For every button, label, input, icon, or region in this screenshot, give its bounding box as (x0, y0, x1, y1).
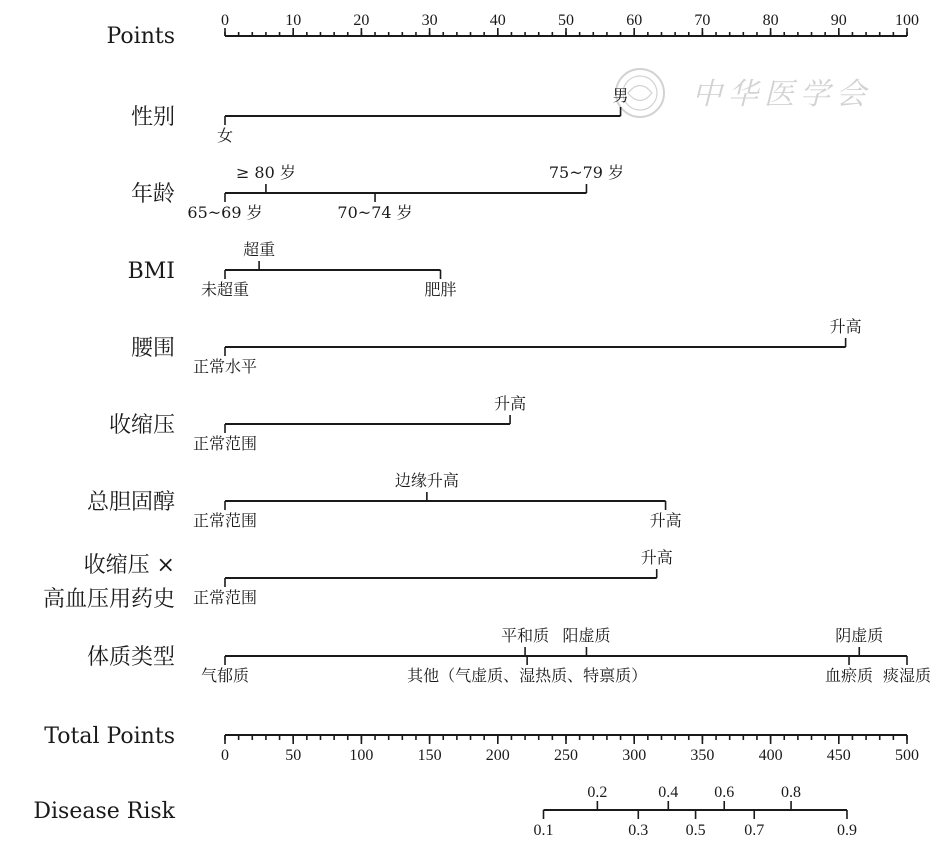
level-label: 痰湿质 (882, 666, 932, 685)
level-label: 平和质 (501, 626, 550, 645)
level-label: 升高 (640, 548, 673, 567)
points-tick-label: 10 (285, 12, 302, 29)
level-label: 正常范围 (192, 434, 258, 453)
level-label: 升高 (829, 317, 862, 336)
variable-label: 腰围 (130, 336, 175, 361)
level-label: 阳虚质 (562, 626, 611, 645)
total-tick-label: 50 (285, 747, 302, 764)
variable-row (43, 548, 673, 612)
risk-tick-label: 0.9 (836, 822, 857, 839)
variable-label: 年龄 (130, 182, 175, 207)
level-label: 气郁质 (200, 666, 250, 685)
total-tick-label: 300 (622, 747, 647, 764)
points-tick-label: 80 (762, 12, 779, 29)
total-tick-label: 100 (349, 747, 374, 764)
level-label: 升高 (649, 511, 682, 530)
level-label: 升高 (494, 394, 527, 413)
total-tick-label: 200 (485, 747, 510, 764)
points-tick-label: 100 (895, 12, 919, 29)
risk-tick-label: 0.5 (685, 822, 706, 839)
risk-tick-label: 0.4 (658, 784, 679, 801)
variable-label: 总胆固醇 (86, 490, 175, 515)
risk-tick-label: 0.2 (587, 784, 608, 801)
total-tick-label: 350 (690, 747, 715, 764)
total-points-label: Total Points (44, 724, 175, 749)
variable-label: BMI (127, 259, 175, 284)
total-tick-label: 250 (554, 747, 578, 764)
risk-tick-label: 0.6 (714, 784, 735, 801)
disease-risk-label: Disease Risk (33, 799, 175, 824)
level-label: 男 (612, 86, 629, 105)
variable-row (131, 86, 629, 145)
variable-row (87, 471, 682, 530)
points-tick-label: 50 (558, 12, 574, 29)
points-tick-label: 40 (489, 12, 506, 29)
level-label: 75~79 岁 (548, 163, 625, 182)
variable-label: 性别 (130, 105, 175, 130)
variable-label: 体质类型 (86, 645, 175, 670)
level-label: 阴虚质 (835, 626, 884, 645)
points-axis-label: Points (106, 24, 175, 49)
risk-tick-label: 0.3 (628, 822, 649, 839)
points-tick-label: 0 (221, 12, 229, 29)
variable-row (87, 626, 931, 685)
variable-label: 高血压用药史 (42, 587, 175, 612)
watermark (616, 69, 872, 117)
variable-label: 收缩压 (108, 413, 175, 438)
total-tick-label: 400 (758, 747, 783, 764)
level-label: 正常范围 (192, 588, 258, 607)
level-label: 肥胖 (424, 280, 457, 299)
level-label: 女 (216, 126, 234, 145)
points-tick-label: 20 (353, 12, 370, 29)
level-label: 血瘀质 (825, 666, 874, 685)
level-label: 边缘升高 (394, 471, 459, 490)
points-tick-label: 60 (626, 12, 643, 29)
risk-tick-label: 0.8 (781, 784, 802, 801)
variable-row (131, 163, 624, 222)
level-label: 其他（气虚质、湿热质、特禀质） (407, 666, 648, 685)
variable-row (128, 240, 457, 299)
risk-tick-label: 0.7 (744, 822, 765, 839)
points-tick-label: 90 (830, 12, 847, 29)
risk-tick-label: 0.1 (533, 822, 554, 839)
watermark-text: 中华医学会 (692, 77, 872, 112)
variable-label: 收缩压 × (83, 553, 175, 578)
level-label: 正常水平 (192, 357, 258, 376)
variable-row (109, 394, 526, 453)
total-tick-label: 0 (221, 747, 229, 764)
variable-row (131, 317, 862, 376)
level-label: 70~74 岁 (337, 203, 413, 222)
level-label: 超重 (243, 240, 276, 259)
total-tick-label: 150 (417, 747, 442, 764)
points-tick-label: 30 (421, 12, 438, 29)
level-label: 正常范围 (192, 511, 258, 530)
total-tick-label: 500 (895, 747, 919, 764)
level-label: 未超重 (200, 280, 250, 299)
points-tick-label: 70 (694, 12, 711, 29)
level-label: ≥ 80 岁 (235, 163, 296, 182)
total-tick-label: 450 (826, 747, 851, 764)
level-label: 65~69 岁 (187, 203, 263, 222)
